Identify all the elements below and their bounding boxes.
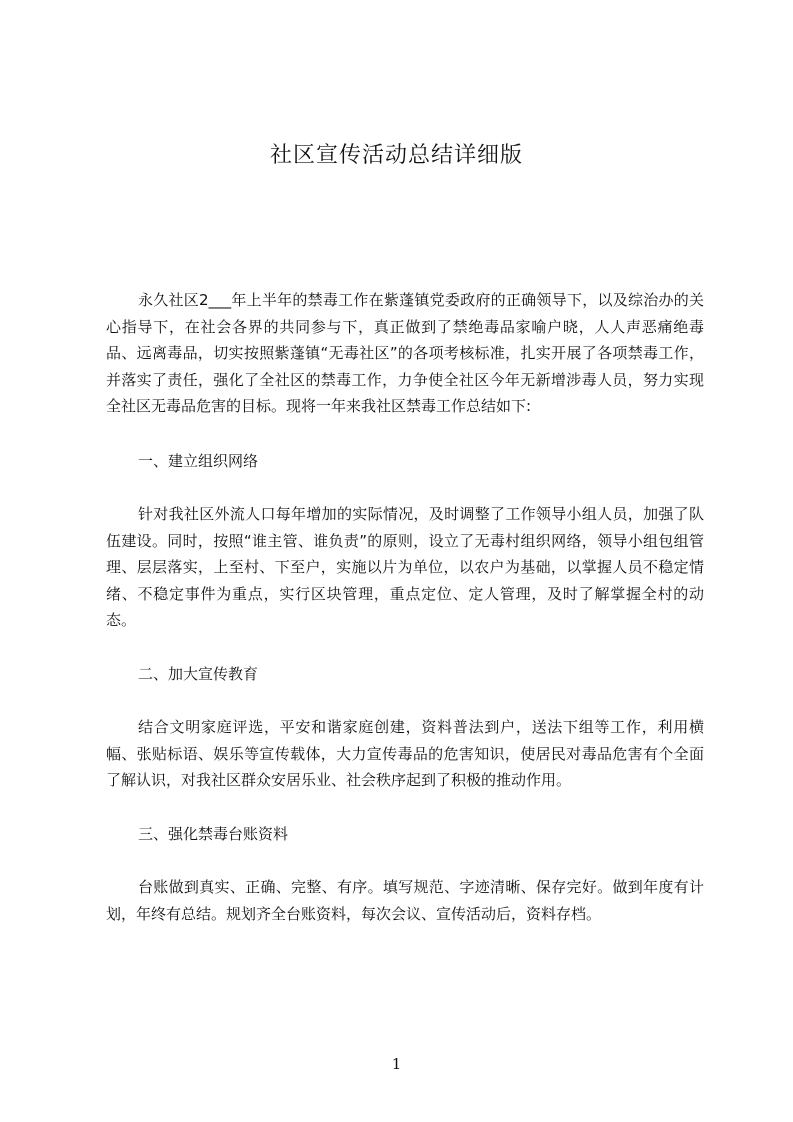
section-body-publicity: 结合文明家庭评选，平安和谐家庭创建，资料普法到户，送法下组等工作，利用横幅、张贴标语、娱乐等宣传载体，大力宣传毒品的危害知识，使居民对毒品危害有个全面了解认识，对我社区群众安居乐业、社会秩序起到了积极的推动作用。 xyxy=(106,718,704,789)
page-number: 1 xyxy=(391,1055,402,1073)
section-body-records: 台账做到真实、正确、完整、有序。填写规范、字迹清晰、保存完好。做到年度有计划，年终有总结。规划齐全台账资料，每次会议、宣传活动后，资料存档。 xyxy=(106,878,704,923)
section-body-organization: 针对我社区外流人口每年增加的实际情况，及时调整了工作领导小组人员，加强了队伍建设。同时，按照“谁主管、谁负责”的原则，设立了无毒村组织网络，领导小组包组管理、层层落实，上至村、下至户，实施以片为单位，以农户为基础，以掌握人员不稳定情绪、不稳定事件为重点，实行区块管理，重点定位、定人管理，及时了解掌握全村的动态。 xyxy=(106,505,704,629)
section-heading-organization: 一、建立组织网络 xyxy=(138,452,259,470)
page-title: 社区宣传活动总结详细版 xyxy=(269,143,523,168)
section-heading-publicity: 二、加大宣传教育 xyxy=(138,665,259,683)
section-heading-records: 三、强化禁毒台账资料 xyxy=(138,825,289,843)
intro-paragraph: 永久社区2___年上半年的禁毒工作在紫蓬镇党委政府的正确领导下，以及综治办的关心指导下，在社会各界的共同参与下，真正做到了禁绝毒品家喻户晓，人人声恶痛绝毒品、远离毒品，切实按照紫蓬镇“无毒社区”的各项考核标准，扎实开展了各项禁毒工作，并落实了责任，强化了全社区的禁毒工作，力争使全社区今年无新增涉毒人员，努力实现全社区无毒品危害的目标。现将一年来我社区禁毒工作总结如下: xyxy=(106,291,704,415)
